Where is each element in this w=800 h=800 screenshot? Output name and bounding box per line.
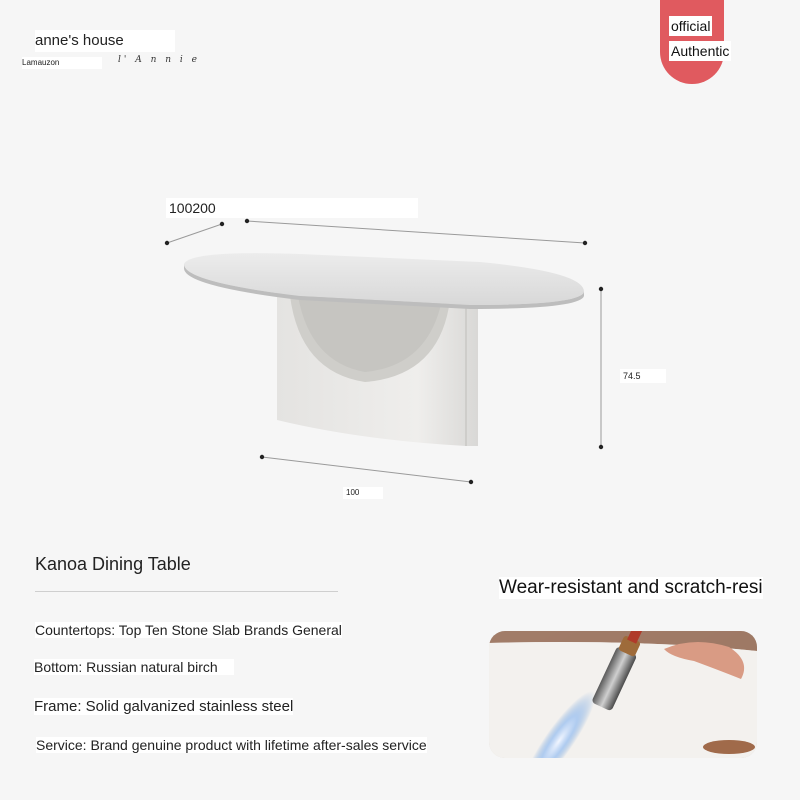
width-length-label: 100200 bbox=[166, 198, 418, 218]
base-width-label: 100 bbox=[343, 487, 383, 499]
torch-test-photo bbox=[489, 631, 757, 758]
table-base bbox=[277, 293, 478, 446]
script-logo: l' A n n i e bbox=[118, 55, 200, 65]
badge-official-text: official bbox=[671, 18, 711, 34]
product-title: Kanoa Dining Table bbox=[35, 554, 191, 574]
spec-bottom: Bottom: Russian natural birch bbox=[34, 659, 234, 675]
table-top bbox=[184, 253, 584, 309]
height-label: 74.5 bbox=[620, 369, 666, 383]
spec-service: Service: Brand genuine product with lifetime after-sales service bbox=[36, 737, 427, 753]
feature-headline: Wear-resistant and scratch-resi bbox=[499, 577, 763, 598]
sub-brand-name: Lamauzon bbox=[22, 57, 102, 69]
title-divider bbox=[35, 591, 338, 592]
spec-frame: Frame: Solid galvanized stainless steel bbox=[34, 698, 294, 715]
badge-authentic-text: Authentic bbox=[671, 43, 730, 59]
spec-countertops: Countertops: Top Ten Stone Slab Brands General bbox=[35, 622, 342, 638]
brand-name: anne's house bbox=[35, 30, 175, 52]
